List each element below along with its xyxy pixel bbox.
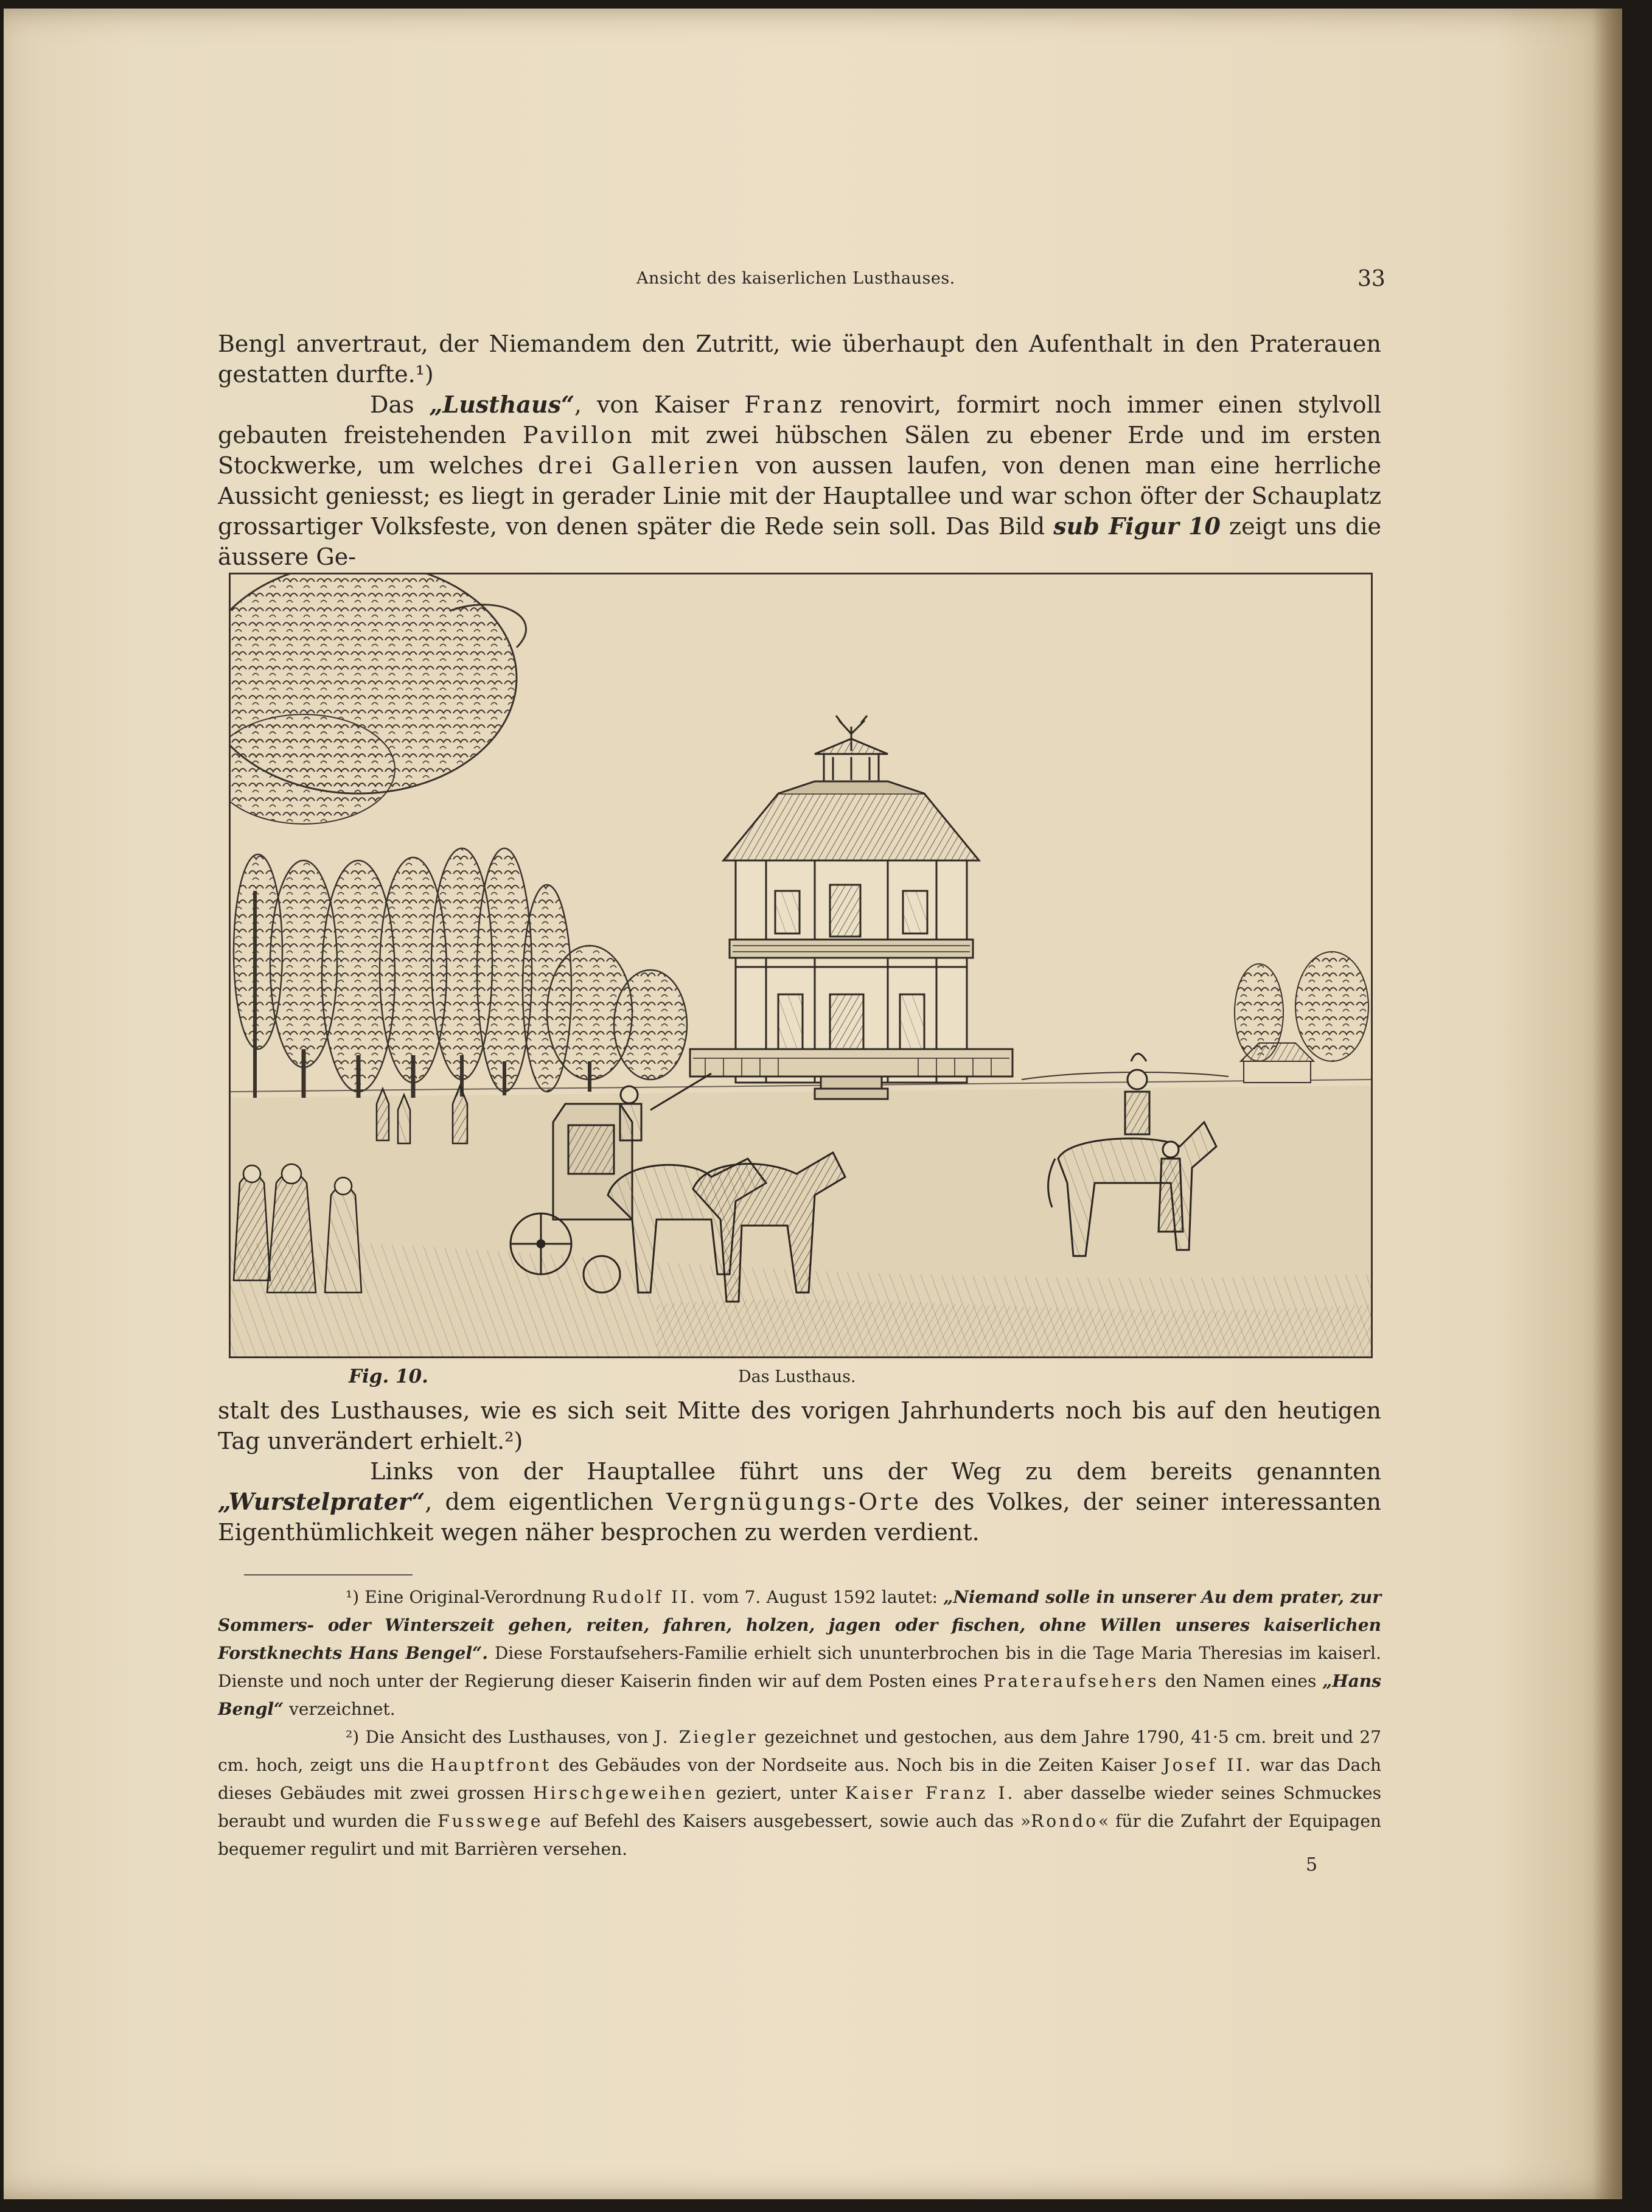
term-vergnuegungs-orte: Vergnügungs-Orte	[666, 1488, 921, 1515]
figure-caption: Das Lusthaus.	[738, 1367, 856, 1386]
term-lusthaus: „Lusthaus“	[429, 391, 574, 418]
term-pavillon: Pavillon	[522, 422, 635, 448]
text-run: geziert, unter	[708, 1783, 845, 1803]
body-text-top	[218, 329, 1381, 572]
page-number: 33	[1357, 267, 1385, 291]
term-drei-gallerien: drei Gallerien	[537, 452, 741, 479]
paragraph-1: Bengl anvertraut, der Niemandem den Zutritt, wie überhaupt den Aufenthalt in den Praterauen gestatten durfte.¹)	[218, 330, 1381, 388]
text-run: des Volkes, der seiner interessanten Eigenthümlichkeit wegen näher besprochen zu werden verdient.	[218, 1488, 1381, 1546]
text-run: auf Befehl des Kaisers ausgebessert, sowie auch das »	[543, 1811, 1031, 1831]
footnotes	[218, 1583, 1381, 1863]
paragraph-2	[218, 389, 1381, 572]
term-hauptfront: Hauptfront	[430, 1755, 552, 1775]
text-run: zeigt uns die äussere Ge-	[218, 513, 1381, 570]
footnote-1	[218, 1583, 1381, 1723]
text-run: von aussen laufen, von denen man eine herrliche Aussicht geniesst; es liegt in gerader Linie mit der Hauptallee und war schon öfter der Schauplatz grossartiger Volksfeste, von denen später die Rede sein soll. Das Bild	[218, 452, 1382, 540]
text-run: renovirt, formirt noch immer einen stylvoll gebauten freistehenden	[218, 391, 1381, 448]
text-run: aber dasselbe wieder seines Schmuckes beraubt und wurden die	[218, 1783, 1381, 1831]
decree-quote: „Niemand solle in unserer Au dem prater, zur Sommers- oder Winterszeit gehen, reiten, fahren, holzen, jagen oder fischen, ohne Willen unseres kaiserlichen Forstknechts Hans Bengel“.	[218, 1587, 1382, 1663]
text-run: vom 7. August 1592 lautet:	[697, 1587, 944, 1607]
name-franz: Franz	[744, 391, 824, 418]
text-run: , dem eigentlichen	[425, 1488, 667, 1515]
term-rondo: Rondo	[1031, 1811, 1098, 1831]
footnote-2	[218, 1723, 1381, 1863]
term-wurstelprater: „Wurstelprater“	[218, 1488, 425, 1515]
signature-mark: 5	[1306, 1854, 1318, 1875]
name-josef: Josef II.	[1163, 1755, 1253, 1775]
term-prateraufsehers: Prateraufsehers	[983, 1671, 1159, 1691]
name-rudolf: Rudolf II.	[591, 1587, 698, 1607]
book-page	[4, 9, 1622, 2199]
text-run: ¹) Eine Original-Verordnung	[346, 1587, 592, 1607]
text-run: war das Dach dieses Gebäudes mit zwei grossen	[218, 1755, 1381, 1803]
text-run: Das	[370, 391, 430, 418]
text-run: mit zwei hübschen Sälen zu ebener Erde und im ersten Stockwerke, um welches	[218, 422, 1382, 479]
text-run: ²) Die Ansicht des Lusthauses, von	[346, 1727, 655, 1747]
body-text-bottom	[218, 1395, 1381, 1547]
figure-label: Fig. 10.	[349, 1366, 428, 1387]
text-run: gezeichnet und gestochen, aus dem Jahre 1790, 41·5 cm. breit und 27 cm. hoch, zeigt uns die	[218, 1727, 1382, 1775]
name-hans-bengl: „Hans Bengl“	[218, 1671, 1381, 1719]
paragraph-4	[218, 1456, 1381, 1547]
text-run: des Gebäudes von der Nordseite aus. Noch bis in die Zeiten Kaiser	[551, 1755, 1163, 1775]
footnote-divider	[244, 1574, 413, 1575]
engraving-illustration	[231, 574, 1371, 1356]
text-run: Links von der Hauptallee führt uns der Weg zu dem bereits genannten	[370, 1458, 1381, 1485]
term-hirschgeweihen: Hirschgeweihen	[532, 1783, 708, 1803]
text-run: den Namen eines	[1159, 1671, 1323, 1691]
text-run: « für die Zufahrt der Equipagen bequemer regulirt und mit Barrièren versehen.	[218, 1811, 1382, 1859]
page-spine-shadow	[1593, 9, 1622, 2199]
engraving-figure-lusthaus	[229, 573, 1373, 1358]
figure-reference: sub Figur 10	[1053, 512, 1221, 540]
text-run: verzeichnet.	[284, 1699, 396, 1719]
running-title: Ansicht des kaiserlichen Lusthauses.	[636, 269, 955, 288]
text-run: Diese Forstaufsehers-Familie erhielt sich ununterbrochen bis in die Tage Maria Theresias im kaiserl. Dienste und noch unter der Regierung dieser Kaiserin finden wir auf dem Posten eines	[218, 1643, 1381, 1691]
text-run: , von Kaiser	[574, 391, 745, 418]
paragraph-3: stalt des Lusthauses, wie es sich seit Mitte des vorigen Jahrhunderts noch bis auf den heutigen Tag unverändert erhielt.²)	[218, 1397, 1381, 1454]
name-kaiser-franz: Kaiser Franz I.	[845, 1783, 1016, 1803]
term-fusswege: Fusswege	[437, 1811, 543, 1831]
name-ziegler: J. Ziegler	[654, 1727, 758, 1747]
